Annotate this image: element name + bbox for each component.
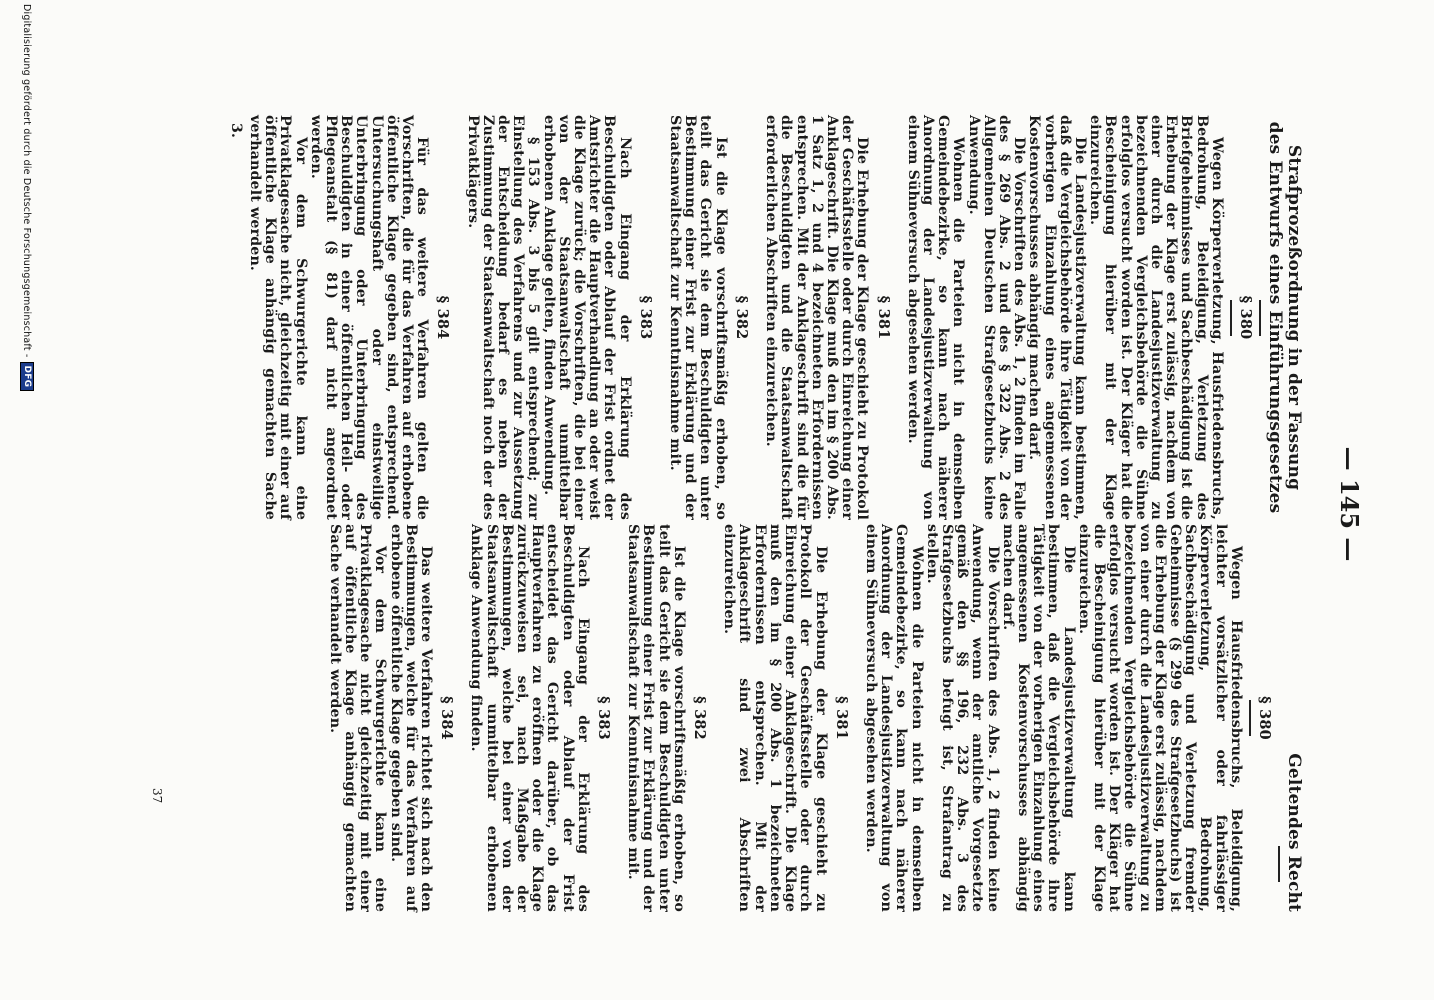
page-number: — 145 —	[1335, 446, 1364, 562]
right-section-380-title: § 380	[1256, 696, 1273, 740]
left-heading-line2: des Entwurfs eines Einführungsgesetzes	[1265, 121, 1285, 514]
left-s383-paragraph: § 153 Abs. 3 bis 5 gilt entsprechend; zur Einstellung des Verfahrens und zur Aussetzung der Entscheidung bedarf es neben der Zustimmung der Staatsanwaltschaft noch der des Privatklägers.	[464, 115, 542, 520]
left-s380-paragraph: Wohnen die Parteien nicht in demselben Gemeindebezirke, so kann nach näherer Anordnung der Landesjustizverwaltung von einem Sühneversuch abgesehen werden.	[904, 115, 967, 520]
right-section-381-title: § 381	[832, 696, 850, 740]
right-section-384-title: § 384	[438, 696, 456, 740]
left-s381-paragraph: Die Erhebung der Klage geschieht zu Protokoll der Geschäftsstelle oder durch Einreichung einer Anklageschrift. Die Klage muß den im § 200 Abs. 1 Satz 1, 2 und 4 bezeichneten Erfordernissen entsprechen. Mit der Anklageschrift sind die für die Beschuldigten und die Staatsanwaltschaft erforderlichen Abschriften einzureichen.	[763, 115, 871, 520]
right-section-383-title: § 383	[595, 696, 613, 740]
right-section-382-title: § 382	[691, 696, 709, 740]
left-section-383-title: § 383	[636, 295, 654, 340]
right-s384-paragraph: Vor dem Schwurgerichte kann eine Privatklagesache nicht gleichzeitig mit einer auf öffentliche Klage anhängig gemachten Sache verhandelt werden.	[326, 524, 389, 912]
left-heading-rule	[1259, 300, 1261, 336]
right-s380-paragraph: Die Landesjustizverwaltung kann bestimmen, daß die Vergleichsbehörde ihre Tätigkeit von der vorherigen Einzahlung eines angemessenen Kostenvorschusses abhängig machen darf.	[999, 524, 1077, 912]
right-column-current-law	[327, 524, 1303, 912]
right-s382-paragraph: Ist die Klage vorschriftsmäßig erhoben, so teilt das Gericht sie dem Beschuldigten unter Bestimmung einer Frist zur Erklärung und der Staatsanwaltschaft zur Kenntnisnahme mit.	[625, 524, 687, 912]
left-s380-paragraph: Die Landesjustizverwaltung kann bestimmen, daß die Vergleichsbehörde ihre Tätigkeit von der vorherigen Einzahlung eines angemessenen Kostenvorschusses abhängig machen darf.	[1026, 115, 1088, 520]
right-heading-rule	[1278, 846, 1280, 882]
dfg-logo-icon: DFG	[20, 362, 34, 392]
signature-mark: 3.	[227, 123, 244, 139]
left-s380-paragraph: Wegen Körperverletzung, Hausfriedensbruchs, Bedrohung, Beleidigung, Verletzung des Briefgeheimnisses und Sachbeschädigung ist die Erhebung der Klage erst zulässig, nachdem von einer durch die Landesjustizverwaltung zu bezeichnenden Vergleichsbehörde die Sühne erfolglos versucht worden ist. Der Kläger hat die Bescheinigung hierüber mit der Klage einzureichen.	[1087, 115, 1225, 520]
left-s382-paragraph: Ist die Klage vorschriftsmäßig erhoben, so teilt das Gericht sie dem Beschuldigten unter Bestimmung einer Frist zur Erklärung und der Staatsanwaltschaft zur Kenntnisnahme mit.	[667, 115, 729, 520]
left-section-381-title: § 381	[874, 295, 892, 340]
right-s380-paragraph: Die Vorschriften des Abs. 1, 2 finden keine Anwendung, wenn der amtliche Vorgesetzte gemäß den §§ 196, 232 Abs. 3 des Strafgesetzbuchs befugt ist, Strafantrag zu stellen.	[923, 524, 1001, 912]
left-section-384-title: § 384	[434, 295, 452, 340]
digitization-footer	[20, 0, 34, 1000]
right-heading: Geltendes Recht	[1284, 753, 1304, 912]
left-heading-line1: Strafprozeßordnung in der Fassung	[1284, 144, 1304, 491]
left-s384-paragraph: Für das weitere Verfahren gelten die Vorschriften, die für das Verfahren auf erhobene öffentliche Klage gegeben sind, entsprechend. Untersuchungshaft oder einstweilige Unterbringung oder Unterbringung des Beschuldigten in einer öffentlichen Heil- oder Pflegeanstalt (§ 81) darf nicht angeordnet werden.	[307, 115, 431, 520]
right-s381-paragraph: Die Erhebung der Klage geschieht zu Protokoll der Geschäftsstelle oder durch Einreichung einer Anklageschrift. Die Klage muß den im § 200 Abs. 1 bezeichneten Erfordernissen entsprechen. Mit der Anklageschrift sind zwei Abschriften einzureichen.	[721, 524, 829, 912]
folio-number: 37	[150, 788, 164, 804]
right-s380-paragraph: Wohnen die Parteien nicht in demselben Gemeindebezirke, so kann nach näherer Anordnung der Landesjustizverwaltung von einem Sühneversuch abgesehen werden.	[862, 524, 925, 912]
footer-text: Digitalisierung gefördert durch die Deutsche Forschungsgemeinschaft -	[21, 4, 33, 358]
left-s383-paragraph: Nach Eingang der Erklärung des Beschuldigten oder Ablauf der Frist ordnet der Amtsrichter die Hauptverhandlung an oder weist die Klage zurück; die Vorschriften, die bei einer von der Staatsanwaltschaft unmittelbar erhobenen Anklage gelten, finden Anwendung.	[540, 115, 633, 520]
right-s380-paragraph: Wegen Hausfriedensbruchs, Beleidigung, leichter vorsätzlicher oder fahrlässiger Körperverletzung, Bedrohung, Sachbeschädigung und Verletzung fremder Geheimnisse (§ 299 des Strafgesetzbuchs) ist die Erhebung der Klage erst zulässig, nachdem von einer durch die Landesjustizverwaltung zu bezeichnenden Vergleichsbehörde die Sühne erfolglos versucht worden ist. Der Kläger hat die Bescheinigung hierüber mit der Klage einzureichen.	[1075, 524, 1244, 912]
left-s384-paragraph: Vor dem Schwurgerichte kann eine Privatklagesache nicht, gleichzeitig mit einer auf öffentliche Klage anhängig gemachten Sache verhandelt werden.	[247, 115, 309, 520]
left-column-draft	[228, 115, 1303, 520]
right-section-380-rule	[1249, 700, 1251, 736]
left-section-380-title: § 380	[1237, 295, 1254, 340]
left-section-382-title: § 382	[732, 295, 750, 340]
left-section-380-rule	[1230, 300, 1232, 336]
right-s384-paragraph: Das weitere Verfahren richtet sich nach den Bestimmungen, welche für das Verfahren auf erhobene öffentliche Klage gegeben sind.	[387, 524, 435, 912]
right-s383-paragraph: Nach Eingang der Erklärung des Beschuldigten oder Ablauf der Frist entscheidet das Gericht darüber, ob das Hauptverfahren zu eröffnen oder die Klage zurückzuweisen sei, nach Maßgabe der Bestimmungen, welche bei einer von der Staatsanwaltschaft unmittelbar erhobenen Anklage Anwendung finden.	[468, 524, 591, 912]
left-s380-paragraph: Die Vorschriften des Abs. 1, 2 finden im Falle des § 269 Abs. 2 und des § 322 Abs. 2 des Allgemeinen Deutschen Strafgesetzbuchs keine Anwendung.	[965, 115, 1028, 520]
